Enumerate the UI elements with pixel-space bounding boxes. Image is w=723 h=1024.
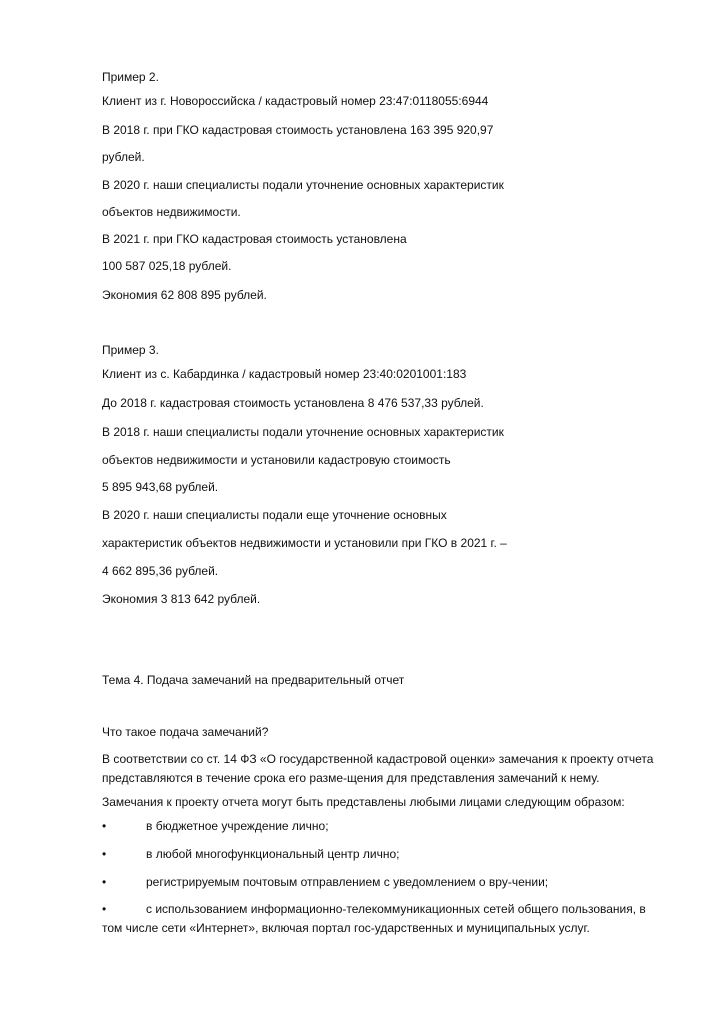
example3-line-2018-a: В 2018 г. наши специалисты подали уточнение основных характеристик [102, 425, 504, 439]
topic4-intro: Замечания к проекту отчета могут быть представлены любыми лицами следующим образом: [102, 795, 625, 809]
example3-line-2018-b: объектов недвижимости и установили кадастровую стоимость [102, 453, 451, 467]
example3-client: Клиент из с. Кабардинка / кадастровый номер 23:40:0201001:183 [102, 367, 467, 381]
topic4-question: Что такое подача замечаний? [102, 725, 269, 739]
example2-client: Клиент из г. Новороссийска / кадастровый номер 23:47:0118055:6944 [102, 94, 489, 108]
bullet-item: в бюджетное учреждение лично; [146, 819, 329, 833]
example2-line-2020-a: В 2020 г. наши специалисты подали уточнение основных характеристик [102, 178, 504, 192]
bullet-marker: • [102, 847, 107, 861]
bullet-item-long [102, 900, 662, 938]
topic4-paragraph: В соответствии со ст. 14 ФЗ «О государственной кадастровой оценки» замечания к проекту отчета представляются в течение срока его разме-щения для представления замечаний к нему. [102, 752, 654, 785]
example2-line-2021-a: В 2021 г. при ГКО кадастровая стоимость установлена [102, 232, 407, 246]
example3-line-2020-a: В 2020 г. наши специалисты подали еще уточнение основных [102, 508, 447, 522]
example3-line-2020-b: характеристик объектов недвижимости и установили при ГКО в 2021 г. – [102, 536, 507, 550]
example2-savings: Экономия 62 808 895 рублей. [102, 288, 267, 302]
example3-line-2018-c: 5 895 943,68 рублей. [102, 480, 219, 494]
example3-line-before-2018: До 2018 г. кадастровая стоимость установлена 8 476 537,33 рублей. [102, 396, 484, 410]
example2-title: Пример 2. [102, 70, 159, 84]
example2-line-2020-b: объектов недвижимости. [102, 205, 241, 219]
bullet-marker: • [102, 902, 107, 916]
example2-line-2018-b: рублей. [102, 150, 145, 164]
example3-savings: Экономия 3 813 642 рублей. [102, 592, 261, 606]
example2-line-2021-b: 100 587 025,18 рублей. [102, 259, 232, 273]
example3-title: Пример 3. [102, 343, 159, 357]
bullet-item: регистрируемым почтовым отправлением с уведомлением о вру-чении; [146, 875, 549, 889]
example3-line-2020-c: 4 662 895,36 рублей. [102, 564, 219, 578]
bullet-item: с использованием информационно-телекоммуникационных сетей общего пользования, в том числе сети «Интернет», включая портал гос-ударственных и муниципальных услуг. [102, 902, 646, 935]
bullet-marker: • [102, 819, 107, 833]
example2-line-2018-a: В 2018 г. при ГКО кадастровая стоимость установлена 163 395 920,97 [102, 123, 494, 137]
topic4-heading: Тема 4. Подача замечаний на предварительный отчет [102, 673, 405, 687]
bullet-item: в любой многофункциональный центр лично; [146, 847, 400, 861]
bullet-marker: • [102, 875, 107, 889]
